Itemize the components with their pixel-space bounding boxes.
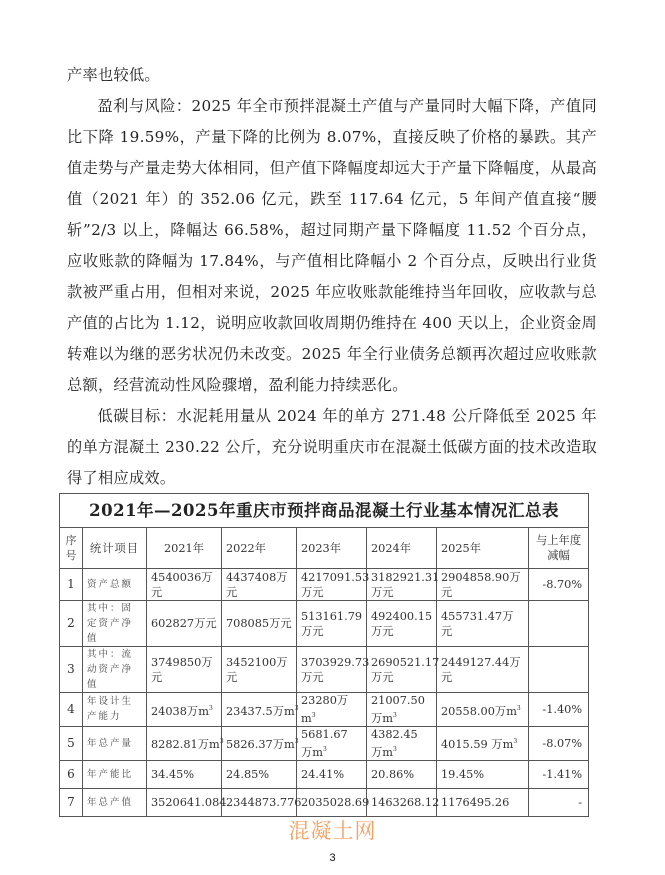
table-row <box>60 788 589 816</box>
row-item: 年总产值 <box>83 788 147 816</box>
header-2025: 2025年 <box>437 528 529 569</box>
cell-2025: 19.45% <box>437 760 529 788</box>
row-item: 年设计生产能力 <box>83 693 147 727</box>
cell-2022: 4437408万元 <box>222 569 297 601</box>
cell-2022: 24.85% <box>222 760 297 788</box>
cell-2024: 20.86% <box>367 760 437 788</box>
header-2023: 2023年 <box>297 528 367 569</box>
unit-superscript: 3 <box>311 712 316 719</box>
table-row <box>60 647 589 693</box>
cell-2024: 2690521.17万元 <box>367 647 437 693</box>
cell-2022: 5826.37万$m^3$ <box>222 726 297 760</box>
summary-table <box>59 493 589 817</box>
header-change: 与上年度减幅 <box>529 528 589 569</box>
page-number: 3 <box>329 852 336 864</box>
table-row <box>60 569 589 601</box>
cell-2022: 3452100万元 <box>222 647 297 693</box>
unit-superscript: 3 <box>513 738 518 746</box>
cell-2021: 602827万元 <box>147 601 222 647</box>
cell-2023: 3703929.73万元 <box>297 647 367 693</box>
row-number: 1 <box>60 569 83 601</box>
row-item: 年产能比 <box>83 760 147 788</box>
row-number: 2 <box>60 601 83 647</box>
unit-superscript: 3 <box>393 745 397 753</box>
row-number: 4 <box>60 693 83 727</box>
cell-2024: 492400.15万元 <box>367 601 437 647</box>
unit-superscript: 3 <box>516 704 521 712</box>
row-change <box>529 647 589 693</box>
paragraph-profit-risk: 盈利与风险：2025 年全市预拌混凝土产值与产量同时大幅下降，产值同比下降 19.59%，产量下降的比例为 8.07%，直接反映了价格的暴跌。其产值走势与产量走势大体相同，但产值下降幅度却远大于产量下降幅度，从最高值（2021 年）的 352.06 亿元，跌至 117.64 亿元，5 年间产值直接“腰斩”2/3 以上，降幅达 66.58%，超过同期产量下降幅度 11.52 个百分点，应收账款的降幅为 17.84%，与产值相比降幅小 2 个百分点，反映出行业货款被严重占用，但相对来说，2025 年应收账款能维持当年回收，应收款与总产值的占比为 1.12，说明应收款回收周期仍维持在 400 天以上，企业资金周转难以为继的恶劣状况仍未改变。2025 年全行业债务总额再次超过应收账款总额，经营流动性风险骤增，盈利能力持续恶化。 <box>67 97 597 394</box>
cell-2021: 4540036万元 <box>147 569 222 601</box>
cell-2022: 708085万元 <box>222 601 297 647</box>
cell-2021: 34.45% <box>147 760 222 788</box>
cell-2023: 2035028.69 <box>297 788 367 816</box>
cell-2021: 3520641.084 <box>147 788 222 816</box>
row-change: - <box>529 788 589 816</box>
header-2024: 2024年 <box>367 528 437 569</box>
unit-superscript: 3 <box>208 704 213 712</box>
row-item: 其中：固定资产净值 <box>83 601 147 647</box>
row-change: -1.41% <box>529 760 589 788</box>
cell-2021: 8282.81万$m^3$ <box>147 726 222 760</box>
cell-2025: 2904858.90万元 <box>437 569 529 601</box>
cell-2024: 4382.45 万$m^3$ <box>367 726 437 760</box>
cell-2022: 2344873.776 <box>222 788 297 816</box>
row-item: 资产总额 <box>83 569 147 601</box>
table-row <box>60 601 589 647</box>
paragraph-low-carbon: 低碳目标：水泥耗用量从 2024 年的单方 271.48 公斤降低至 2025 年的单方混凝土 230.22 公斤，充分说明重庆市在混凝土低碳方面的技术改造取得了相应成效。 <box>67 407 597 487</box>
cell-2023: 513161.79万元 <box>297 601 367 647</box>
cell-2025: 20558.00万$m^3$ <box>437 693 529 727</box>
header-2021: 2021年 <box>147 528 222 569</box>
table-row <box>60 760 589 788</box>
row-number: 6 <box>60 760 83 788</box>
cell-2023: 24.41% <box>297 760 367 788</box>
row-item: 年总产量 <box>83 726 147 760</box>
row-change: -1.40% <box>529 693 589 727</box>
cell-2025: 2449127.44万元 <box>437 647 529 693</box>
row-number: 7 <box>60 788 83 816</box>
unit-superscript: 3 <box>393 712 397 719</box>
table-header-row <box>60 528 589 569</box>
cell-2022: 23437.5万$m^3$ <box>222 693 297 727</box>
cell-2021: 3749850万元 <box>147 647 222 693</box>
cell-2025: 455731.47万元 <box>437 601 529 647</box>
header-no: 序号 <box>60 528 83 569</box>
unit-superscript: 3 <box>219 738 224 746</box>
cell-2024: 3182921.31万元 <box>367 569 437 601</box>
header-2022: 2022年 <box>222 528 297 569</box>
cell-2023: 23280万$m^3$ <box>297 693 367 727</box>
unit-superscript: 3 <box>294 738 299 746</box>
unit-superscript: 3 <box>294 704 299 712</box>
cell-2025: 1176495.26 <box>437 788 529 816</box>
paragraph-continuation: 产率也较低。 <box>67 66 160 84</box>
cell-2024: 21007.50万$m^3$ <box>367 693 437 727</box>
cell-2023: 5681.67 万$m^3$ <box>297 726 367 760</box>
row-number: 5 <box>60 726 83 760</box>
cell-2025: 4015.59 万$m^3$ <box>437 726 529 760</box>
row-item: 其中：流动资产净值 <box>83 647 147 693</box>
unit-superscript: 3 <box>323 745 327 753</box>
watermark-logo: 混凝土网 <box>288 819 377 843</box>
row-number: 3 <box>60 647 83 693</box>
header-item: 统计项目 <box>83 528 147 569</box>
cell-2023: 4217091.53万元 <box>297 569 367 601</box>
row-change <box>529 601 589 647</box>
table-title: 2021年—2025年重庆市预拌商品混凝土行业基本情况汇总表 <box>60 494 589 528</box>
table-row <box>60 693 589 727</box>
table-row <box>60 726 589 760</box>
cell-2021: 24038万$m^3$ <box>147 693 222 727</box>
cell-2024: 1463268.12 <box>367 788 437 816</box>
row-change: -8.07% <box>529 726 589 760</box>
row-change: -8.70% <box>529 569 589 601</box>
